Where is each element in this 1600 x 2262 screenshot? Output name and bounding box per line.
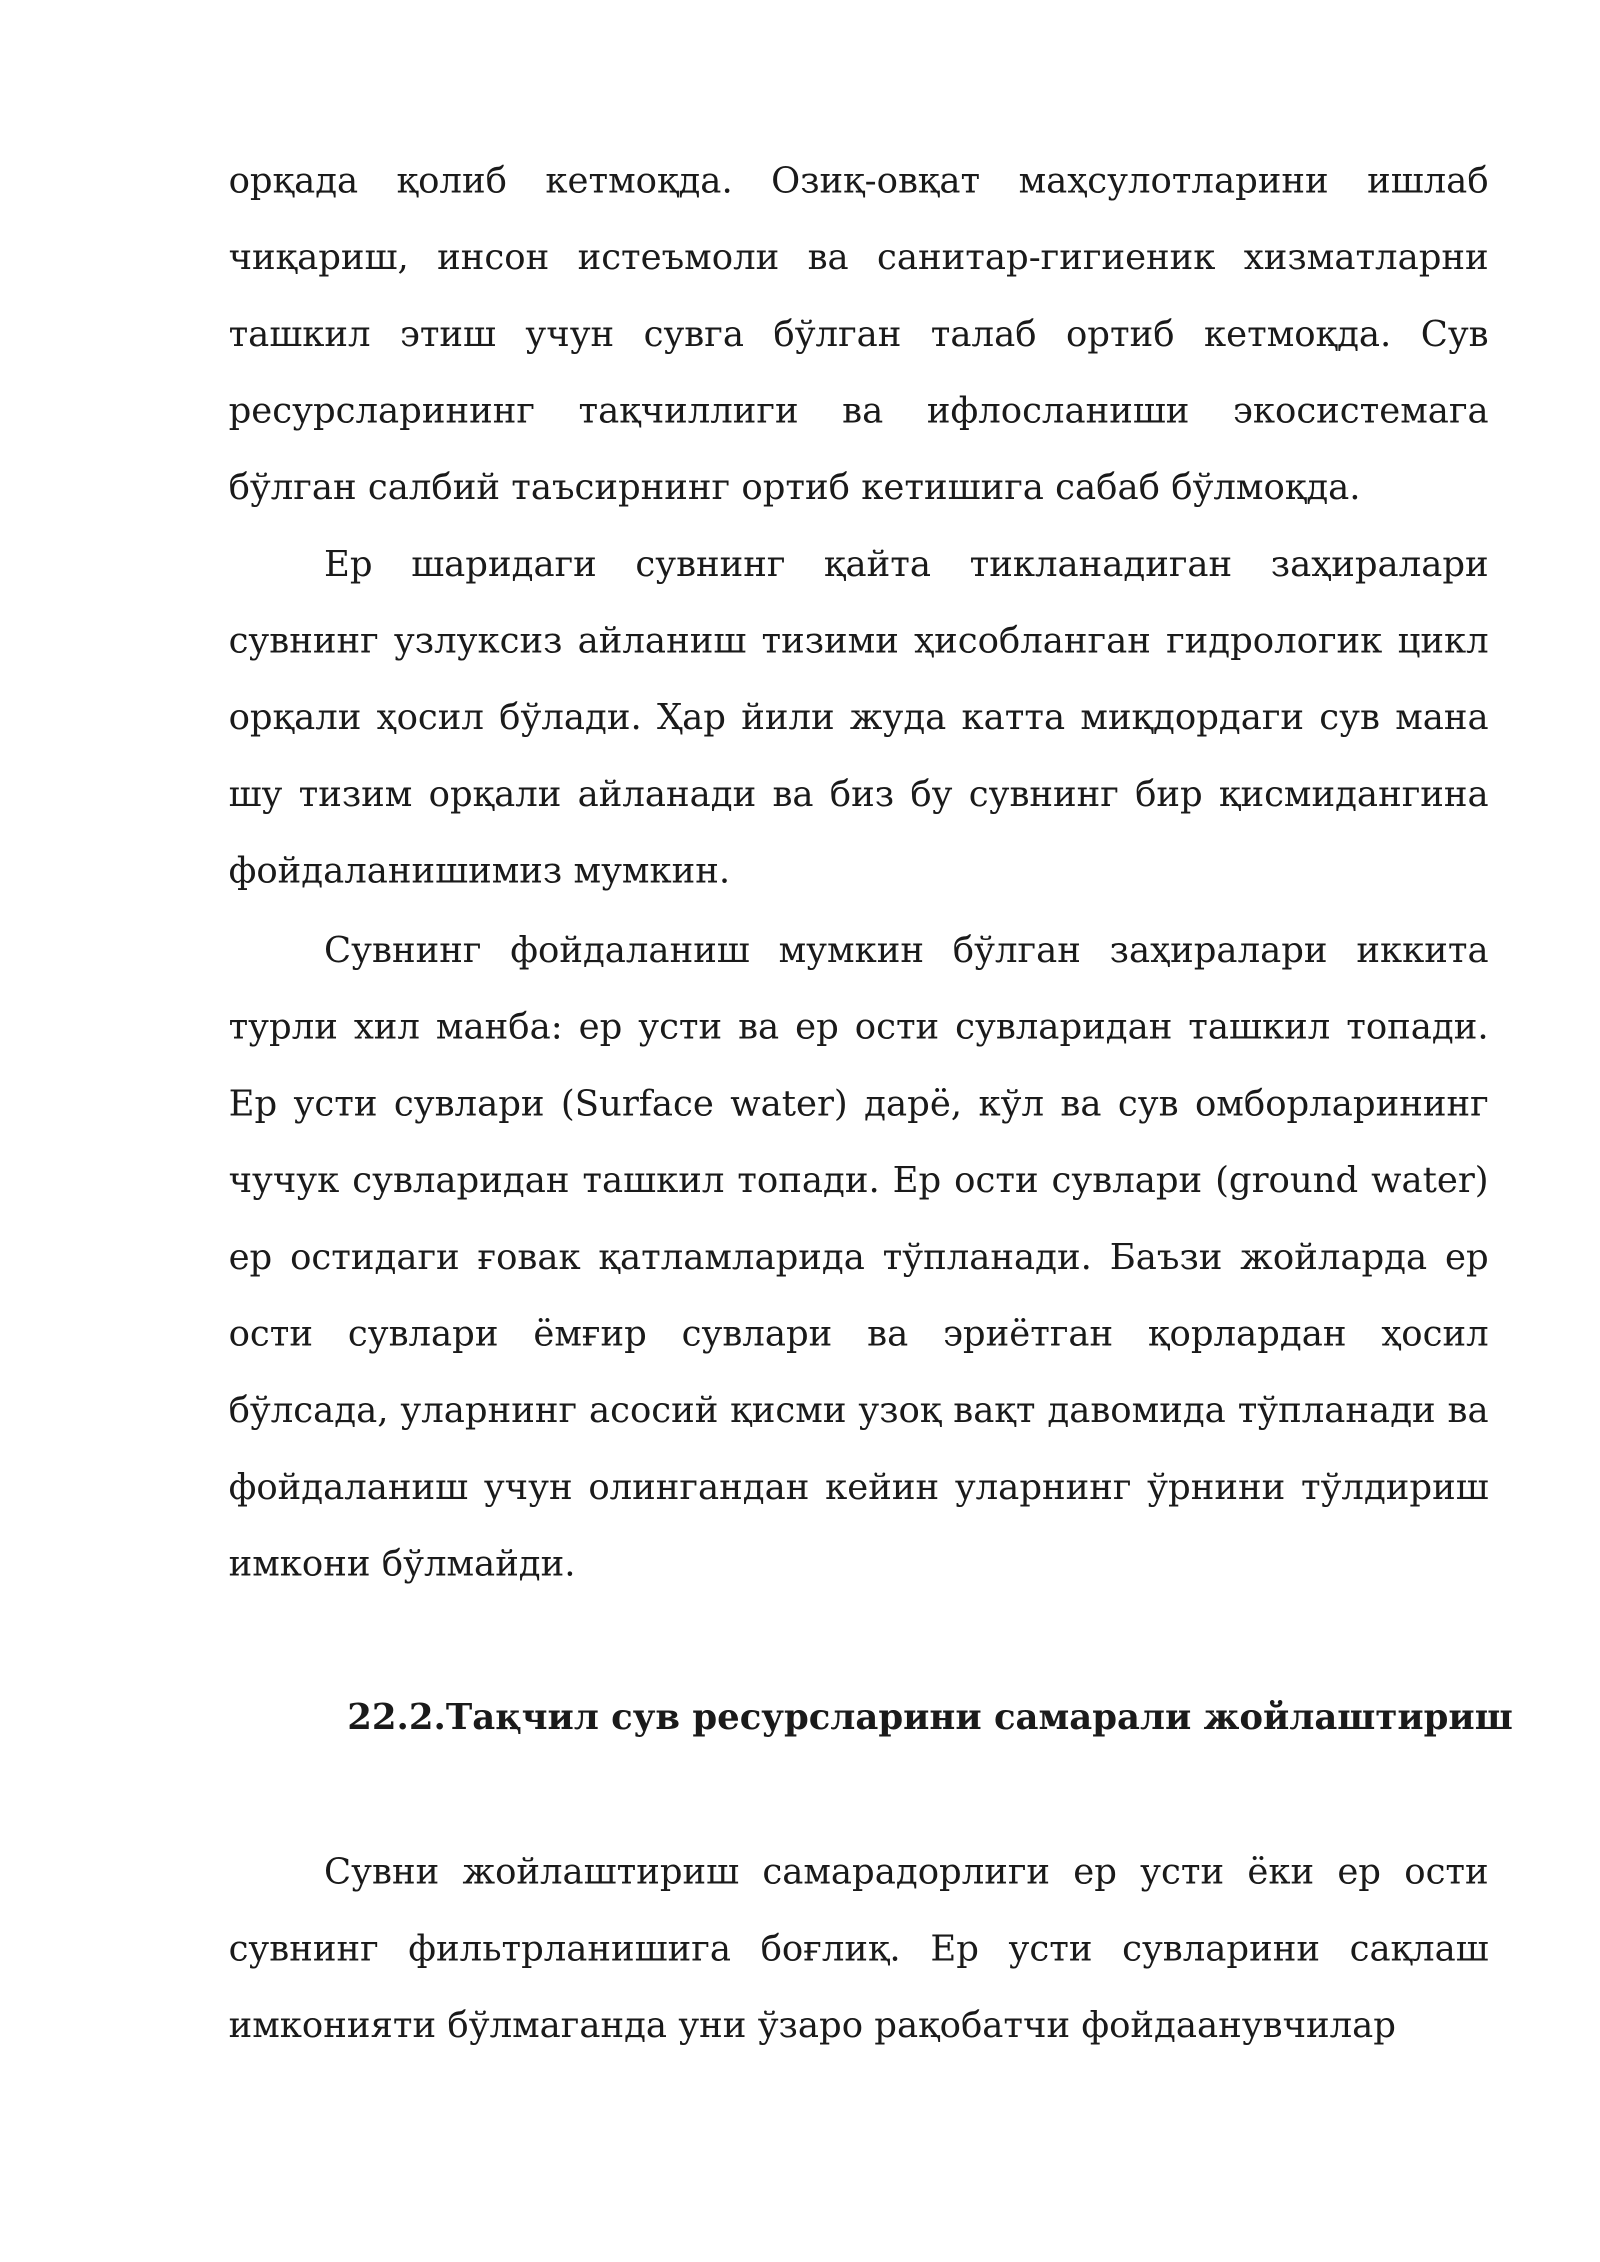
paragraph-water-sources: Сувнинг фойдаланиш мумкин бўлган заҳиралари иккита турли хил манба: ер усти ва ер ости сувларидан ташкил топади. Ер усти сувлари (Surface water) дарё, кўл ва сув омборларининг чучук сувларидан ташкил топади. Ер ости сувлари (ground water) ер остидаги ғовак қатламларида тўпланади. Баъзи жойларда ер ости сувлари ёмғир сувлари ва эриётган қорлардан ҳосил бўлсада, уларнинг асосий қисми узоқ вақт давомида тўпланади ва фойдаланиш учун олингандан кейин уларнинг ўрнини тўлдириш имкони бўлмайди. bbox=[228, 928, 1489, 1585]
paragraph-continued: орқада қолиб кетмоқда. Озиқ-овқат маҳсулотларини ишлаб чиқариш, инсон истеъмоли ва санитар-гигиеник хизматларни ташкил этиш учун сувга бўлган талаб ортиб кетмоқда. Сув ресурсларининг тақчиллиги ва ифлосланиши экосистемага бўлган салбий таъсирнинг ортиб кетишига сабаб бўлмоқда. bbox=[228, 159, 1489, 508]
paragraph-water-allocation: Сувни жойлаштириш самарадорлиги ер усти ёки ер ости сувнинг фильтрланишига боғлиқ. Ер усти сувларини сақлаш имконияти бўлмаганда уни ўзаро рақобатчи фойдаанувчилар bbox=[228, 1850, 1489, 2046]
paragraph-hydrologic-cycle: Ер шаридаги сувнинг қайта тикланадиган заҳиралари сувнинг узлуксиз айланиш тизими ҳисобланган гидрологик цикл орқали ҳосил бўлади. Ҳар йили жуда катта миқдордаги сув мана шу тизим орқали айланади ва биз бу сувнинг бир қисмидангина фойдаланишимиз мумкин. bbox=[228, 542, 1489, 892]
section-heading: 22.2.Тақчил сув ресурсларини самарали жойлаштириш bbox=[347, 1695, 1513, 1738]
